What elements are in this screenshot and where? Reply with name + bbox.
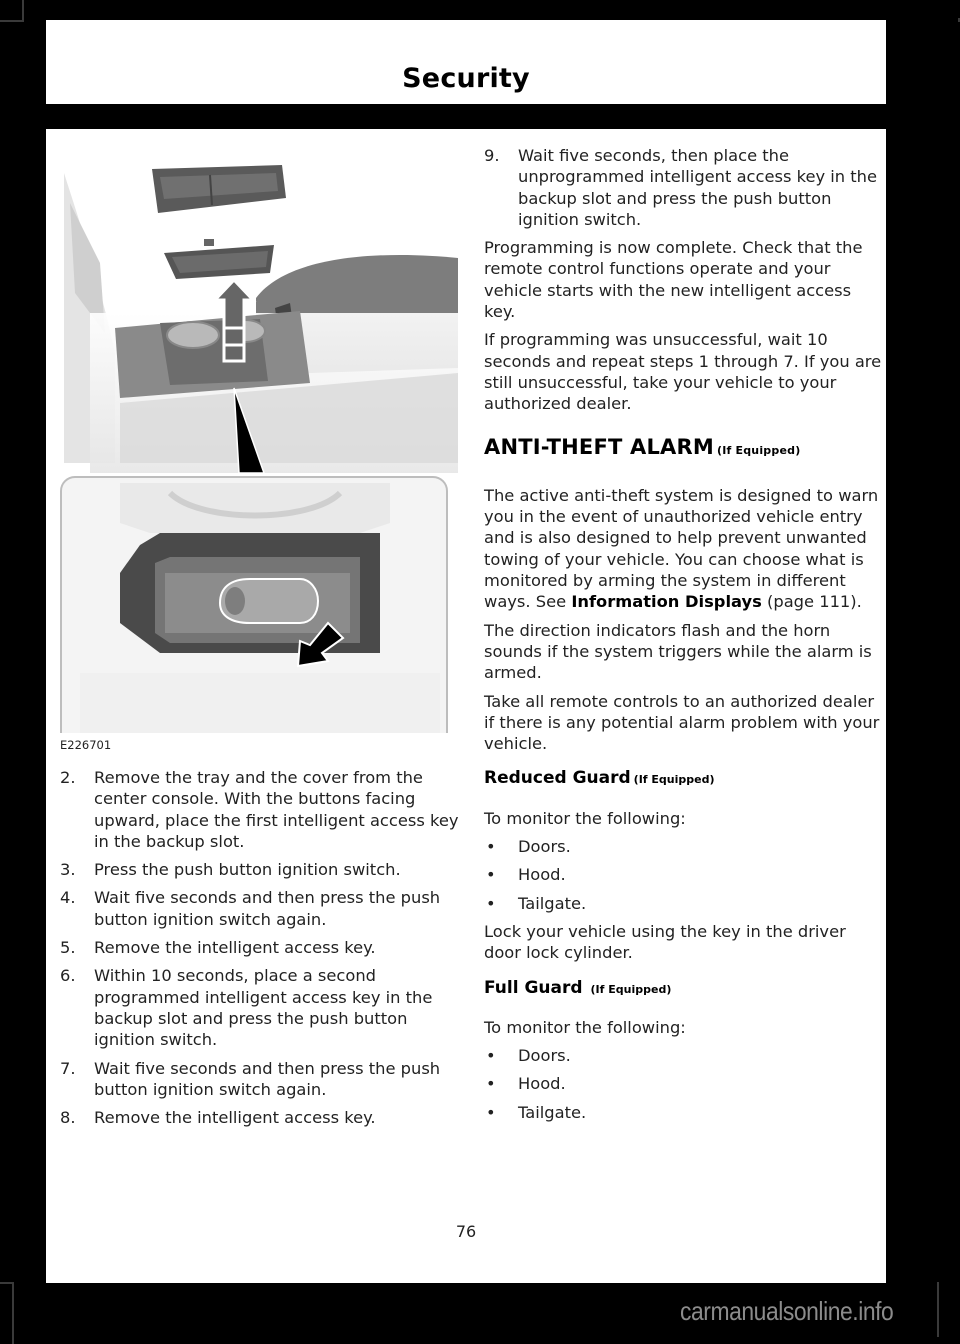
watermark: carmanualsonline.info — [680, 1296, 894, 1326]
programming-steps-right — [484, 145, 886, 230]
step-item: 2. Remove the tray and the cover from the center console. With the buttons facing upward, place the first intelligent access key in the backup slot. — [60, 768, 459, 851]
step-item: 5. Remove the intelligent access key. — [60, 938, 376, 958]
step-item: 9. Wait five seconds, then place the unprogrammed intelligent access key in the backup slot and press the push button ignition switch. — [484, 146, 878, 229]
list-item: • Tailgate. — [486, 1102, 587, 1122]
alarm-trigger-text: The direction indicators flash and the horn sounds if the system triggers while the alarm is armed. — [484, 620, 872, 683]
figure-id: E226701 — [60, 738, 112, 752]
subheading-reduced-guard: Reduced Guard (If Equipped) — [484, 768, 715, 789]
step-item: 6. Within 10 seconds, place a second programmed intelligent access key in the backup slot and press the push button ignition switch. — [60, 966, 433, 1050]
page-header — [46, 20, 886, 104]
center-console-figure — [60, 133, 458, 733]
information-displays-link[interactable]: Information Displays — [571, 592, 762, 612]
step-item: 7. Wait five seconds and then press the push button ignition switch again. — [60, 1058, 441, 1099]
console-illustration — [60, 133, 458, 763]
reduced-guard-note: Lock your vehicle using the key in the driver door lock cylinder. — [484, 921, 846, 963]
step-item: 3. Press the push button ignition switch. — [60, 860, 401, 880]
list-item: • Tailgate. — [486, 893, 587, 913]
reduced-guard-list — [484, 836, 886, 914]
list-item: • Hood. — [486, 1074, 566, 1094]
page-title: Security — [402, 63, 530, 94]
right-column — [484, 145, 886, 1130]
programming-steps-left — [60, 767, 460, 1135]
list-item: • Hood. — [486, 865, 566, 885]
cup-holder-icon — [167, 322, 219, 348]
crop-mark-bottom-right — [937, 1282, 939, 1337]
full-guard-list — [484, 1045, 886, 1123]
list-item: • Doors. — [486, 837, 571, 857]
crop-mark-top-left — [0, 0, 24, 22]
page-body — [46, 129, 886, 1283]
full-guard-intro: To monitor the following: — [484, 1017, 686, 1037]
step-item: 4. Wait five seconds and then press the push button ignition switch again. — [60, 888, 441, 929]
programming-complete-text: Programming is now complete. Check that the remote control functions operate and your vehicle starts with the new intelligent access key. — [484, 238, 863, 322]
crop-mark-bottom-left — [0, 1282, 14, 1344]
list-item: • Doors. — [486, 1046, 571, 1066]
section-heading-anti-theft-alarm: ANTI-THEFT ALARM (If Equipped) — [484, 434, 801, 459]
anti-theft-description: The active anti-theft system is designed to warn you in the event of unauthorized vehicle entry and is also designed to help prevent unwanted towing of your vehicle. You can choose what is monitored by arming the system in different ways. See Information Displays (page 111). — [484, 485, 879, 612]
remote-controls-text: Take all remote controls to an authorized dealer if there is any potential alarm problem with your vehicle. — [484, 691, 880, 754]
subheading-full-guard: Full Guard (If Equipped) — [484, 977, 672, 998]
page-number: 76 — [455, 1222, 477, 1241]
programming-unsuccessful-text: If programming was unsuccessful, wait 10 seconds and repeat steps 1 through 7. If you are still unsuccessful, take your vehicle to your authorized dealer. — [484, 330, 882, 414]
reduced-guard-intro: To monitor the following: — [484, 808, 686, 828]
step-item: 8. Remove the intelligent access key. — [60, 1108, 376, 1128]
